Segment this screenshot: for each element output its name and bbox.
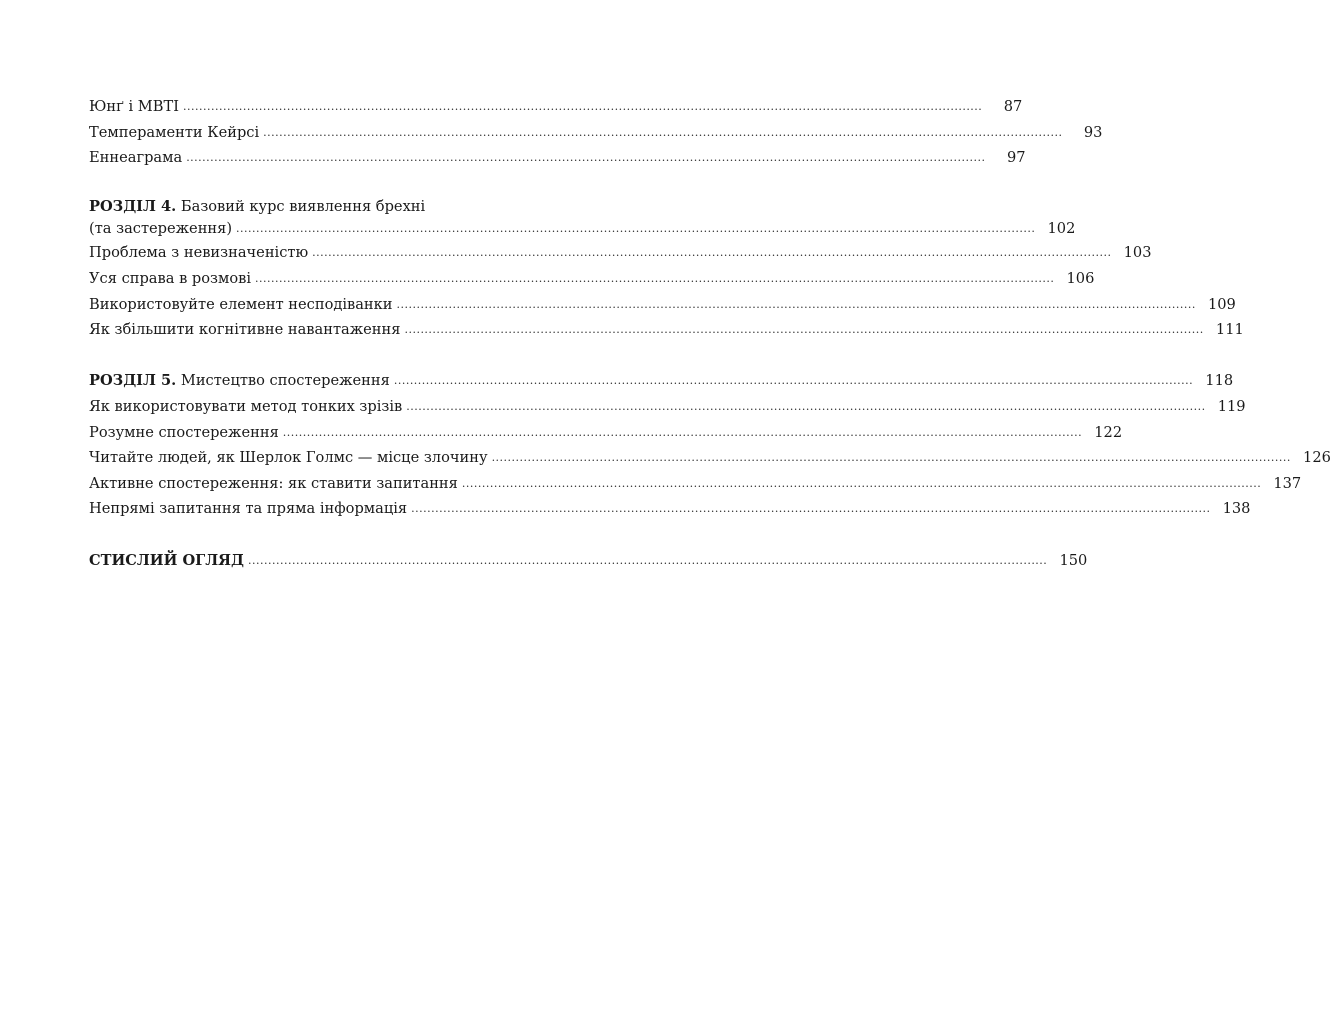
toc-entry[interactable] [89,218,1076,240]
toc-leader-dots: ........................................................................................................................................................................................................ [282,425,1083,439]
toc-leader-dots: ........................................................................................................................................................................................................ [263,125,1063,139]
toc-entry-page: 109 [1207,295,1236,313]
toc-leader-dots: ........................................................................................................................................................................................................ [247,553,1048,567]
toc-entry[interactable] [89,94,1023,120]
toc-section-intro [89,94,1103,171]
toc-entry[interactable] [89,145,1026,171]
toc-entry[interactable] [89,420,1123,446]
toc-entry-page: 97 [1006,149,1026,167]
toc-leader-dots: ........................................................................................................................................................................................................ [236,222,1036,236]
toc-entry-title: Використовуйте елемент несподіванки [89,295,393,313]
toc-entry[interactable] [89,394,1246,420]
toc-leader-dots: ........................................................................................................................................................................................................ [186,151,986,165]
toc-entry-page: 126 [1303,449,1331,467]
chapter-label: РОЗДІЛ 5. [89,372,177,390]
toc-entry-page: 111 [1215,321,1244,339]
toc-leader-dots: ........................................................................................................................................................................................................ [411,502,1211,516]
toc-entry-title: Як збільшити когнітивне навантаження [89,321,401,339]
toc-entry-title: СТИСЛИЙ ОГЛЯД [89,551,244,569]
toc-entry-title: Непрямі запитання та пряма інформація [89,500,408,518]
toc-entry[interactable] [89,471,1302,497]
table-of-contents [89,94,1331,573]
section-spacer [89,522,577,548]
toc-summary [89,548,1088,574]
toc-entry-page: 93 [1083,123,1103,141]
toc-entry-title [89,368,394,394]
toc-entry-title: Розумне спостереження [89,423,279,441]
toc-entry-title: Проблема з невизначеністю [89,244,309,262]
toc-leader-dots: ........................................................................................................................................................................................................ [396,297,1196,311]
section-spacer [89,171,577,197]
toc-chapter-5 [89,368,1331,522]
section-spacer [89,343,577,369]
toc-entry-page: 87 [1003,98,1023,115]
toc-chapter-4 [89,196,1244,342]
toc-entry[interactable] [89,292,1236,318]
toc-entry-title: Активне спостереження: як ставити запитання [89,474,458,492]
toc-entry[interactable] [89,317,1244,343]
toc-leader-dots: ........................................................................................................................................................................................................ [255,271,1055,285]
toc-entry-page: 122 [1094,423,1123,441]
toc-entry-page: 118 [1205,372,1234,390]
toc-leader-dots: ........................................................................................................................................................................................................ [406,399,1206,413]
toc-entry-title: Юнґ і MBTI [89,98,179,115]
chapter-title: Мистецтво спостереження [180,372,390,390]
toc-entry-page: 150 [1059,551,1088,569]
toc-entry-page: 106 [1066,269,1095,287]
toc-leader-dots: ........................................................................................................................................................................................................ [182,100,983,113]
toc-entry-page: 102 [1047,220,1076,238]
chapter-heading-line1[interactable] [89,196,577,218]
toc-entry-page: 137 [1273,474,1302,492]
toc-leader-dots: ........................................................................................................................................................................................................ [491,451,1291,465]
toc-leader-dots: ........................................................................................................................................................................................................ [461,476,1262,490]
toc-entry-title: Еннеаграма [89,149,183,167]
chapter-title-continuation: (та застереження) [89,220,233,238]
toc-entry-page: 138 [1222,500,1251,518]
chapter-title: Базовий курс виявлення брехні [180,198,426,216]
toc-entry[interactable] [89,548,1088,574]
toc-entry-title: Читайте людей, як Шерлок Голмс — місце злочину [89,449,488,467]
toc-leader-dots: ........................................................................................................................................................................................................ [404,323,1204,337]
toc-entry[interactable] [89,120,1103,146]
toc-leader-dots: ........................................................................................................................................................................................................ [312,246,1112,260]
toc-entry[interactable] [89,496,1251,522]
chapter-label: РОЗДІЛ 4. [89,198,177,216]
toc-leader-dots: ........................................................................................................................................................................................................ [393,374,1194,388]
toc-entry[interactable] [89,266,1095,292]
toc-entry-title: Як використовувати метод тонких зрізів [89,397,403,415]
toc-entry[interactable] [89,368,1234,394]
toc-entry[interactable] [89,240,1152,266]
toc-entry-page: 103 [1123,244,1152,262]
toc-entry-title: Темпераменти Кейрсі [89,123,260,141]
toc-entry[interactable] [89,445,1331,471]
toc-entry-title: Уся справа в розмові [89,269,252,287]
toc-entry-page: 119 [1217,397,1246,415]
